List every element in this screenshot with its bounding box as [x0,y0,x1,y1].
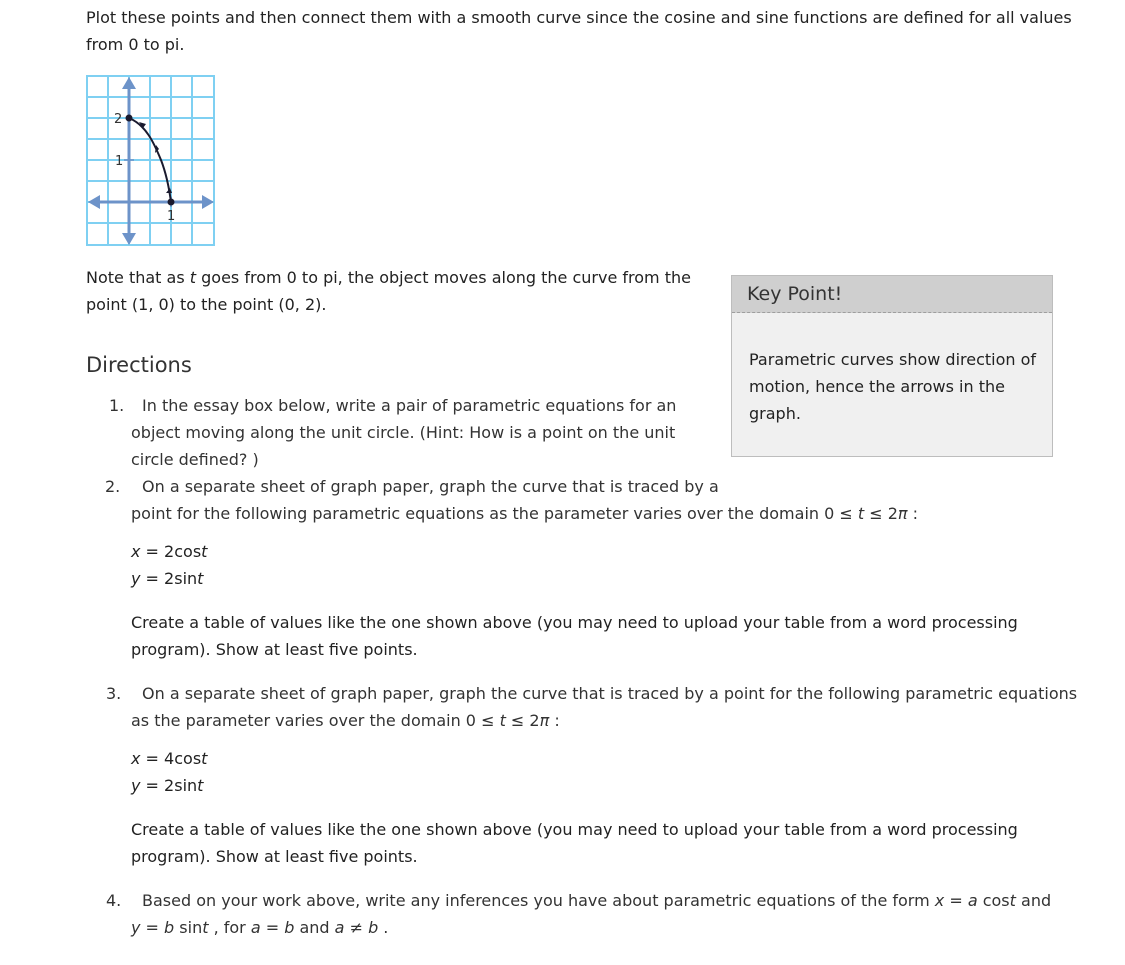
item-3-equation-y [131,776,203,796]
item-2-equation-y [131,569,203,589]
item-4-var-y: y [131,918,141,937]
item-3-var-t: t [499,711,506,730]
y-axis-arrow-down [122,233,136,245]
item-4-var-b-3: b [368,918,379,937]
graph-grid [87,76,214,245]
item-4-var-b-2: b [284,918,295,937]
item-2-eq-x-var: x [131,542,141,561]
item-4-neq: ≠ [344,918,369,937]
item-4-eq-2: = [140,918,165,937]
item-1-line-3: circle defined? ) [131,450,259,469]
item-4-number: 4. [106,891,122,910]
item-2-table-line-1: Create a table of values like the one shown above (you may need to upload your table from a word processing [131,613,1018,632]
item-4-cos: cos [977,891,1010,910]
item-3-domain-end: ≤ 2 [505,711,540,730]
item-3-table-line-1: Create a table of values like the one shown above (you may need to upload your table from a word processing [131,820,1018,839]
item-4-text: Based on your work above, write any inferences you have about parametric equations of the form [142,891,935,910]
key-point-body [749,346,1049,427]
item-2-eq-x-rhs: = 2cos [140,542,202,561]
note-text-b: goes from 0 to pi, the object moves along the curve from the [196,268,691,287]
item-1-line-1: In the essay box below, write a pair of parametric equations for an [142,396,677,415]
item-4-sin: sin [174,918,203,937]
item-3-pi: π [539,711,550,730]
item-3-eq-y-rhs: = 2sin [140,776,198,795]
item-4-var-a: a [967,891,978,910]
intro-line-1: Plot these points and then connect them with a smooth curve since the cosine and sine functions are defined for all values [86,8,1072,27]
item-3-domain-text: as the parameter varies over the domain 0 ≤ [131,711,500,730]
item-4-var-a-3: a [334,918,345,937]
item-3-number: 3. [106,684,122,703]
item-3-table-line-2: program). Show at least five points. [131,847,418,866]
item-2-domain-text: point for the following parametric equations as the parameter varies over the domain 0 ≤ [131,504,858,523]
item-2-colon: : [907,504,919,523]
item-3-eq-x-var: x [131,749,141,768]
intro-line-2: from 0 to pi. [86,35,185,54]
curve-point-end [168,199,175,206]
item-2-eq-y-rhs: = 2sin [140,569,198,588]
curve-point-start [126,115,133,122]
item-2-number: 2. [105,477,121,496]
item-4-var-t: t [1009,891,1016,910]
y-label-2: 2 [114,112,123,127]
item-2-pi: π [897,504,908,523]
item-2-eq-y-t: t [197,569,204,588]
item-2-equation-x [131,542,207,562]
item-4-for: , for [208,918,251,937]
item-4-line-1 [142,891,1051,911]
y-axis-arrow-up [122,77,136,89]
note-text-a: Note that as [86,268,190,287]
key-point-line-2: motion, hence the arrows in the [749,377,1005,396]
item-3-eq-x-rhs: = 4cos [140,749,202,768]
item-4-eq-1: = [944,891,968,910]
item-3-eq-y-t: t [197,776,204,795]
note-line-2: point (1, 0) to the point (0, 2). [86,295,327,314]
item-2-eq-x-t: t [201,542,208,561]
key-point-box [731,275,1053,457]
key-point-line-3: graph. [749,404,801,423]
item-2-domain-end: ≤ 2 [864,504,898,523]
item-4-and: and [1015,891,1052,910]
item-1-line-2: object moving along the unit circle. (Hint: How is a point on the unit [131,423,676,442]
item-3-colon: : [549,711,560,730]
item-4-var-a-2: a [250,918,261,937]
y-label-1: 1 [115,154,124,169]
key-point-line-1: Parametric curves show direction of [749,350,1037,369]
parametric-graph [86,75,216,247]
item-4-var-t-2: t [202,918,209,937]
item-4-period: . [378,918,389,937]
item-4-and-2: and [294,918,335,937]
item-3-line-1: On a separate sheet of graph paper, graph the curve that is traced by a point for the following parametric equations [142,684,1078,703]
item-2-table-line-2: program). Show at least five points. [131,640,418,659]
item-3-eq-y-var: y [131,776,141,795]
item-3-eq-x-t: t [201,749,208,768]
item-2-eq-y-var: y [131,569,141,588]
note-line-1 [86,268,691,288]
item-2-line-1: On a separate sheet of graph paper, graph the curve that is traced by a [142,477,719,496]
directions-title: Directions [86,353,192,377]
note-var-t: t [189,268,197,287]
item-3-equation-x [131,749,207,769]
item-2-line-2 [131,504,918,524]
x-label-1: 1 [167,209,176,224]
item-1-number: 1. [109,396,125,415]
item-4-var-b: b [164,918,175,937]
item-3-line-2 [131,711,560,731]
key-point-title: Key Point! [732,276,1052,313]
item-4-var-x: x [934,891,945,910]
item-4-eq-3: = [260,918,285,937]
item-4-line-2 [131,918,388,938]
x-axis-arrow-left [88,195,100,209]
item-2-var-t: t [857,504,865,523]
x-axis-arrow-right [202,195,214,209]
